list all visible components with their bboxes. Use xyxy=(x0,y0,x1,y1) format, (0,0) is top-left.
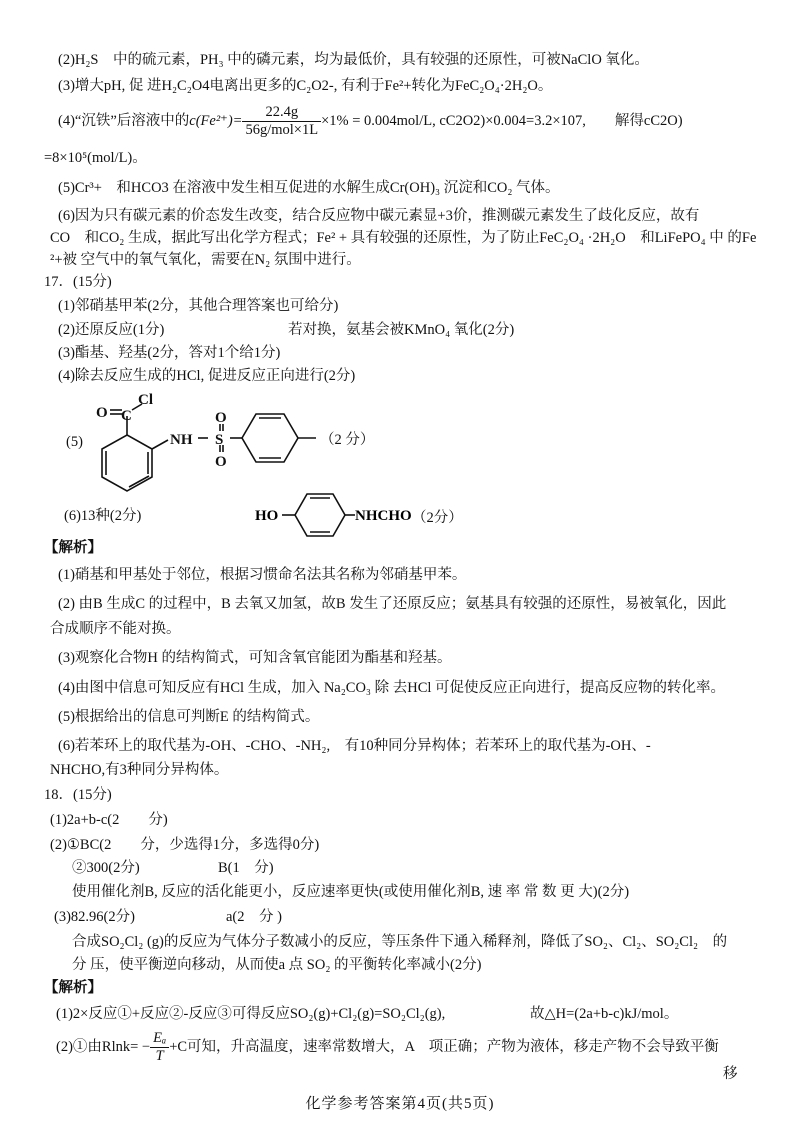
q16-answer-2: (2)H₂S 中的硫元素，PH₃ 中的磷元素，均为最低价，具有较强的还原性，可被NaClO 氧化。 xyxy=(58,52,649,68)
structure-e xyxy=(90,390,320,495)
q17-answer-1: (1)邻硝基甲苯(2分，其他合理答案也可给分) xyxy=(58,298,339,314)
q17-analysis-2-line2: 合成顺序不能对换。 xyxy=(50,621,181,637)
denominator: T xyxy=(155,1048,164,1064)
q16-answer-3: (3)增大pH, 促 进H₂C₂O4电离出更多的C₂O2-, 有利于Fe²+转化为FeC₂O₄·2H₂O。 xyxy=(58,78,553,94)
fraction xyxy=(150,1030,169,1065)
group-ho: HO xyxy=(255,508,279,524)
q18-heading: 18．(15分) xyxy=(44,787,112,803)
atom-o-top: O xyxy=(215,410,227,426)
atom-c: C xyxy=(121,408,132,424)
q17-analysis-heading: 【解析】 xyxy=(44,540,102,556)
q16-answer-6-line1: (6)因为只有碳元素的价态发生改变，结合反应物中碳元素显+3价，推测碳元素发生了歧化反应，故有 xyxy=(58,208,700,224)
q17-analysis-2-line1: (2) 由B 生成C 的过程中，B 去氧又加氢，故B 发生了还原反应；氨基具有较强的还原性，易被氧化，因此 xyxy=(58,596,727,612)
q16-answer-4 xyxy=(58,104,683,139)
q18-answer-3-line2: 分 压，使平衡逆向移动，从而使a 点 SO₂ 的平衡转化率减小(2分) xyxy=(72,957,482,973)
q17-analysis-5: (5)根据给出的信息可判断E 的结构简式。 xyxy=(58,709,320,725)
atom-s: S xyxy=(215,432,224,448)
atom-cl: Cl xyxy=(138,392,153,408)
q17-analysis-4: (4)由图中信息可知反应有HCl 生成，加入 Na₂CO₃ 除 去HCl 可促使反应正向进行，提高反应物的转化率。 xyxy=(58,680,726,696)
numerator: Eₐ xyxy=(150,1030,169,1048)
q17-answer-5-label: (5) xyxy=(66,434,83,450)
q18-analysis-1b: 故△H=(2a+b-c)kJ/mol。 xyxy=(530,1006,679,1022)
q16-answer-4-suffix: ×1% = 0.004mol/L xyxy=(321,112,433,129)
q17-answer-4: (4)除去反应生成的HCl, 促进反应正向进行(2分) xyxy=(58,368,356,384)
fraction xyxy=(242,104,321,139)
atom-o: O xyxy=(96,405,108,421)
q16-answer-4-tail: , cC2O2)×0.004=3.2×107, 解得cC2O) xyxy=(432,112,683,129)
q18-analysis-2-prefix: (2)①由Rlnk= − xyxy=(56,1038,151,1055)
q18-answer-2-2b: B(1 分) xyxy=(218,860,274,876)
q18-analysis-1: (1)2×反应①+反应②-反应③可得反应SO₂(g)+Cl₂(g)=SO₂Cl₂(g), xyxy=(56,1006,446,1022)
fe-concentration: c(Fe²⁺)= xyxy=(189,112,243,129)
q18-answer-3: (3)82.96(2分) xyxy=(54,909,135,925)
q18-analysis-2-continued: 移 xyxy=(723,1066,738,1082)
q16-answer-4-result: =8×10⁵(mol/L)。 xyxy=(44,150,147,166)
denominator: 56g/mol×1L xyxy=(245,122,319,138)
q18-answer-3b: a(2 分 ) xyxy=(226,909,282,925)
q18-analysis-2-suffix: +C可知，升高温度，速率常数增大，A 项正确；产物为液体，移走产物不会导致平衡 xyxy=(169,1038,719,1055)
q17-answer-6-score: （2分） xyxy=(412,510,463,526)
q16-answer-4-prefix: (4)“沉铁”后溶液中的 xyxy=(58,112,190,129)
q18-answer-3-line1: 合成SO₂Cl₂ (g)的反应为气体分子数减小的反应，等压条件下通入稀释剂，降低了SO₂、Cl₂、SO₂Cl₂ 的 xyxy=(72,934,728,950)
q17-answer-2: (2)还原反应(1分) xyxy=(58,322,165,338)
q17-answer-5-score: （2 分） xyxy=(320,432,375,448)
q18-answer-2-3: 使用催化剂B, 反应的活化能更小，反应速率更快(或使用催化剂B, 速 率 常 数 更 大)(2分) xyxy=(72,884,630,900)
q18-answer-2-1: (2)①BC(2 分，少选得1分，多选得0分) xyxy=(50,837,320,853)
q17-answer-2-note: 若对换，氨基会被KMnO₄ 氧化(2分) xyxy=(288,322,515,338)
numerator: 22.4g xyxy=(242,104,321,122)
atom-o-bottom: O xyxy=(215,454,227,470)
q17-analysis-6-line1: (6)若苯环上的取代基为-OH、-CHO、-NH₂, 有10种同分异构体；若苯环上的取代基为-OH、- xyxy=(58,738,651,754)
group-nhcho: NHCHO xyxy=(355,508,412,524)
q17-analysis-1: (1)硝基和甲基处于邻位，根据习惯命名法其名称为邻硝基甲苯。 xyxy=(58,567,467,583)
q18-answer-1: (1)2a+b-c(2 分) xyxy=(50,812,168,828)
q18-analysis-2 xyxy=(56,1030,719,1065)
q17-analysis-6-line2: NHCHO,有3种同分异构体。 xyxy=(50,762,229,778)
q16-answer-6-line3: ²+被 空气中的氧气氧化，需要在N₂ 氛围中进行。 xyxy=(50,252,361,268)
q18-analysis-heading: 【解析】 xyxy=(44,980,102,996)
q17-heading: 17．(15分) xyxy=(44,274,112,290)
q17-answer-3: (3)酯基、羟基(2分，答对1个给1分) xyxy=(58,345,281,361)
q16-answer-5: (5)Cr³+ 和HCO3 在溶液中发生相互促进的水解生成Cr(OH)₃ 沉淀和CO₂ 气体。 xyxy=(58,180,560,196)
q17-answer-6: (6)13种(2分) xyxy=(64,508,142,524)
page-footer: 化学参考答案第4页(共5页) xyxy=(305,1096,495,1112)
atom-nh: NH xyxy=(170,432,193,448)
q17-analysis-3: (3)观察化合物H 的结构简式，可知含氧官能团为酯基和羟基。 xyxy=(58,650,452,666)
q16-answer-6-line2: CO 和CO₂ 生成，据此写出化学方程式；Fe² + 具有较强的还原性，为了防止FeC₂O₄ ·2H₂O 和LiFePO₄ 中 的Fe xyxy=(50,230,757,246)
q18-answer-2-2: ②300(2分) xyxy=(72,860,140,876)
